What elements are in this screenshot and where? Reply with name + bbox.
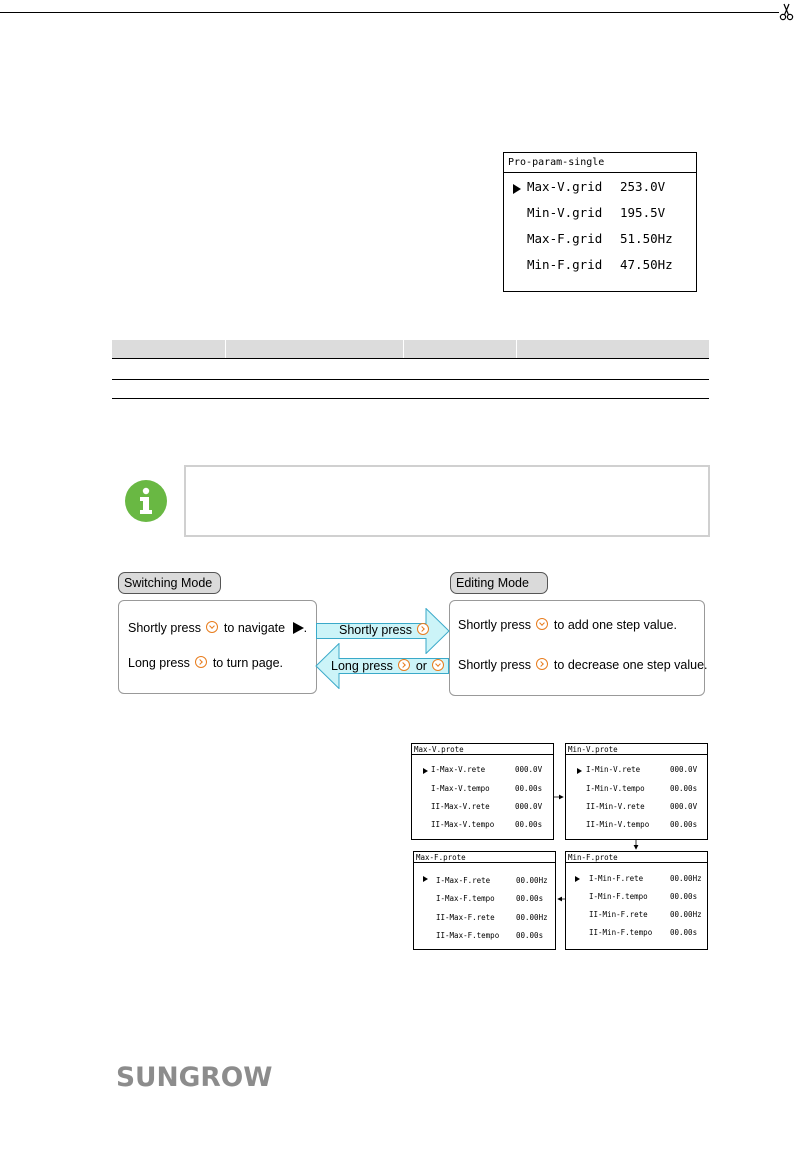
- arrow-text: Shortly press: [339, 623, 412, 637]
- instruction-text: to turn page.: [212, 656, 284, 670]
- screen-title: Max-V.prote: [412, 744, 553, 755]
- param-name: Min-F.grid: [527, 257, 603, 272]
- param-value: 000.0V: [515, 765, 543, 774]
- instruction-text: to add one step value.: [553, 618, 677, 632]
- screen-title: Max-F.prote: [414, 852, 555, 863]
- param-value: 00.00s: [670, 784, 698, 793]
- editing-mode-label: Editing Mode: [450, 572, 548, 594]
- arrow-text: Long press: [331, 659, 393, 673]
- param-value: 00.00s: [515, 784, 543, 793]
- param-name: II-Max-F.rete: [436, 913, 495, 922]
- param-name: I-Max-F.tempo: [436, 894, 495, 903]
- param-name: I-Min-V.tempo: [586, 784, 645, 793]
- param-name: II-Min-F.rete: [589, 910, 648, 919]
- param-value: 00.00s: [515, 820, 543, 829]
- instruction-text: Shortly press: [458, 618, 531, 632]
- param-value: 00.00Hz: [670, 874, 702, 883]
- instruction-text: Shortly press: [458, 658, 531, 672]
- screen-title: Pro-param-single: [504, 153, 696, 173]
- param-name: I-Min-F.tempo: [589, 892, 648, 901]
- instruction-text: to navigate: [223, 621, 286, 635]
- param-name: II-Min-F.tempo: [589, 928, 653, 937]
- param-name: II-Min-V.rete: [586, 802, 645, 811]
- arrow-text: or: [415, 659, 427, 673]
- param-name: I-Max-F.rete: [436, 876, 491, 885]
- instruction-text: .: [303, 621, 308, 635]
- param-name: II-Min-V.tempo: [586, 820, 650, 829]
- param-value: 00.00Hz: [670, 910, 702, 919]
- param-value: 47.50Hz: [620, 257, 673, 272]
- param-value: 000.0V: [670, 802, 698, 811]
- param-value: 195.5V: [620, 205, 666, 220]
- param-value: 00.00s: [670, 892, 698, 901]
- param-name: Max-F.grid: [527, 231, 603, 246]
- param-value: 00.00s: [670, 928, 698, 937]
- param-value: 51.50Hz: [620, 231, 673, 246]
- param-value: 00.00s: [516, 931, 544, 940]
- param-name: II-Max-V.rete: [431, 802, 490, 811]
- param-name: Max-V.grid: [527, 179, 603, 194]
- param-value: 00.00Hz: [516, 876, 548, 885]
- screen-title: Min-F.prote: [566, 852, 707, 863]
- param-value: 000.0V: [670, 765, 698, 774]
- switching-mode-label: Switching Mode: [118, 572, 221, 594]
- screen-title: Min-V.prote: [566, 744, 707, 755]
- param-name: I-Max-V.tempo: [431, 784, 490, 793]
- instruction-text: Long press: [128, 656, 190, 670]
- param-value: 253.0V: [620, 179, 666, 194]
- sungrow-logo: SUNGROW: [116, 1062, 273, 1093]
- param-value: 000.0V: [515, 802, 543, 811]
- param-name: I-Min-V.rete: [586, 765, 641, 774]
- param-name: I-Max-V.rete: [431, 765, 486, 774]
- param-name: II-Max-V.tempo: [431, 820, 495, 829]
- instruction-text: Shortly press: [128, 621, 201, 635]
- param-value: 00.00s: [670, 820, 698, 829]
- param-name: I-Min-F.rete: [589, 874, 644, 883]
- param-name: II-Max-F.tempo: [436, 931, 500, 940]
- param-name: Min-V.grid: [527, 205, 603, 220]
- param-value: 00.00Hz: [516, 913, 548, 922]
- param-value: 00.00s: [516, 894, 544, 903]
- instruction-text: to decrease one step value.: [553, 658, 708, 672]
